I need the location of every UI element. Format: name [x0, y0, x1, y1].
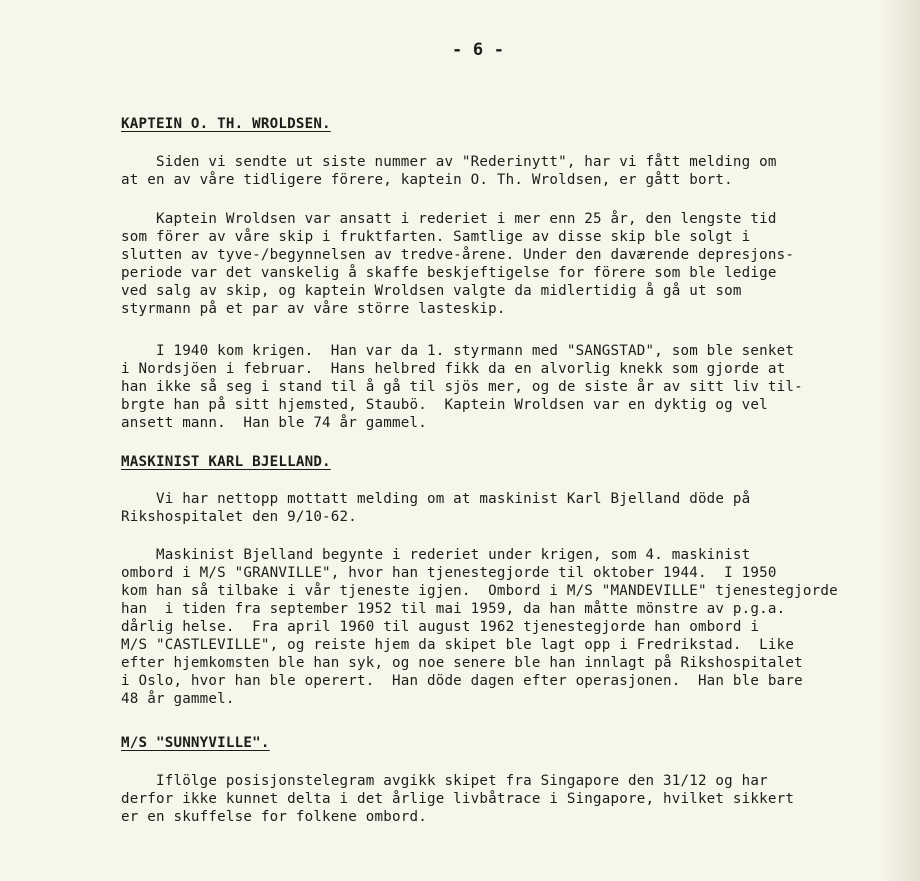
text-line: Vi har nettopp mottatt melding om at maskinist Karl Bjelland döde på: [121, 491, 751, 507]
text-line: slutten av tyve-/begynnelsen av tredve-årene. Under den daværende depresjons-: [121, 247, 795, 263]
paragraph: [121, 772, 861, 826]
text-line: I 1940 kom krigen. Han var da 1. styrmann med "SANGSTAD", som ble senket: [121, 343, 795, 359]
paragraph: [121, 153, 861, 189]
text-line: Kaptein Wroldsen var ansatt i rederiet i mer enn 25 år, den lengste tid: [121, 211, 777, 227]
text-line: i Oslo, hvor han ble operert. Han döde dagen efter operasjonen. Han ble bare: [121, 673, 803, 689]
section-heading-sunnyville: M/S "SUNNYVILLE".: [121, 735, 270, 751]
paragraph: [121, 210, 861, 318]
section-heading-bjelland: MASKINIST KARL BJELLAND.: [121, 454, 331, 470]
paragraph: [121, 546, 861, 708]
text-line: Iflölge posisjonstelegram avgikk skipet fra Singapore den 31/12 og har: [121, 773, 768, 789]
text-line: er en skuffelse for folkene ombord.: [121, 809, 427, 825]
text-line: styrmann på et par av våre större lasteskip.: [121, 301, 506, 317]
text-line: han ikke så seg i stand til å gå til sjös mer, og de siste år av sitt liv til-: [121, 379, 803, 395]
paragraph: [121, 342, 861, 432]
text-line: ansett mann. Han ble 74 år gammel.: [121, 415, 427, 431]
text-line: kom han så tilbake i vår tjeneste igjen. Ombord i M/S "MANDEVILLE" tjenestegjorde: [121, 583, 838, 599]
text-line: han i tiden fra september 1952 til mai 1959, da han måtte mönstre av p.g.a.: [121, 601, 786, 617]
text-line: 48 år gammel.: [121, 691, 235, 707]
text-line: Siden vi sendte ut siste nummer av "Rederinytt", har vi fått melding om: [121, 154, 777, 170]
text-line: Rikshospitalet den 9/10-62.: [121, 509, 358, 525]
text-line: ombord i M/S "GRANVILLE", hvor han tjenestegjorde til oktober 1944. I 1950: [121, 565, 777, 581]
text-line: dårlig helse. Fra april 1960 til august 1962 tjenestegjorde han ombord i: [121, 619, 760, 635]
text-line: som förer av våre skip i fruktfarten. Samtlige av disse skip ble solgt i: [121, 229, 751, 245]
page-edge-shadow: [880, 0, 920, 881]
text-line: brgte han på sitt hjemsted, Staubö. Kaptein Wroldsen var en dyktig og vel: [121, 397, 768, 413]
text-line: derfor ikke kunnet delta i det årlige livbåtrace i Singapore, hvilket sikkert: [121, 791, 795, 807]
section-heading-wroldsen: KAPTEIN O. TH. WROLDSEN.: [121, 116, 331, 132]
text-line: i Nordsjöen i februar. Hans helbred fikk da en alvorlig knekk som gjorde at: [121, 361, 786, 377]
text-line: periode var det vanskelig å skaffe beskjeftigelse for förere som ble ledige: [121, 265, 777, 281]
text-line: Maskinist Bjelland begynte i rederiet under krigen, som 4. maskinist: [121, 547, 751, 563]
paragraph: [121, 490, 861, 526]
text-line: M/S "CASTLEVILLE", og reiste hjem da skipet ble lagt opp i Fredrikstad. Like: [121, 637, 795, 653]
text-line: efter hjemkomsten ble han syk, og noe senere ble han innlagt på Rikshospitalet: [121, 655, 803, 671]
page-number: - 6 -: [452, 40, 505, 60]
text-line: ved salg av skip, og kaptein Wroldsen valgte da midlertidig å gå ut som: [121, 283, 742, 299]
text-line: at en av våre tidligere förere, kaptein O. Th. Wroldsen, er gått bort.: [121, 172, 733, 188]
